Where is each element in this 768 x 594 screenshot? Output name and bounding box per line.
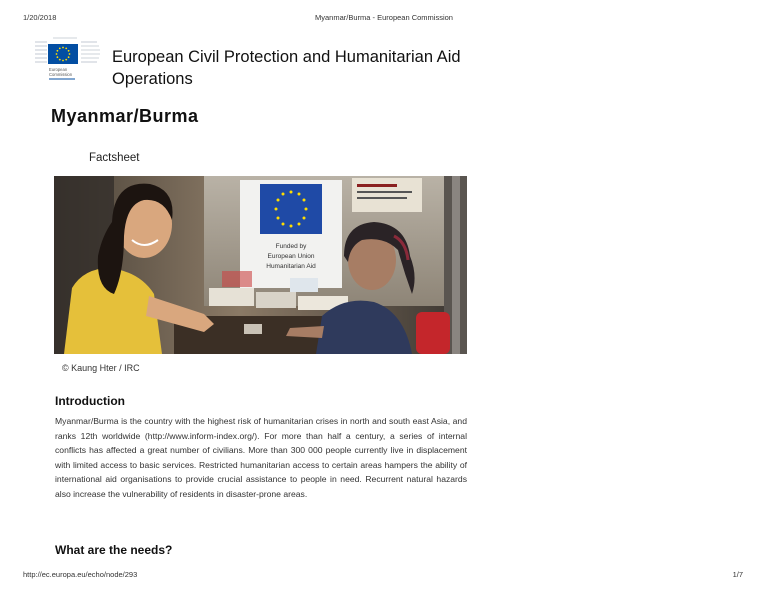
banner-text-line2: European Union <box>267 253 315 260</box>
introduction-heading: Introduction <box>55 394 125 408</box>
needs-heading: What are the needs? <box>55 543 173 557</box>
european-commission-logo[interactable] <box>33 36 103 82</box>
print-date: 1/20/2018 <box>23 13 57 22</box>
banner-text-line1: Funded by <box>275 243 307 250</box>
banner-text-line3: Humanitarian Aid <box>266 263 316 270</box>
print-url: http://ec.europa.eu/echo/node/293 <box>23 570 138 579</box>
print-page-title: Myanmar/Burma - European Commission <box>315 13 453 22</box>
photo-credit: © Kaung Hter / IRC <box>62 363 140 373</box>
site-title[interactable]: European Civil Protection and Humanitarian Aid Operations <box>112 48 461 88</box>
hero-photo <box>54 176 467 354</box>
logo-text-line2: Commission <box>49 72 73 77</box>
print-page-number: 1/7 <box>732 570 743 579</box>
page-title: Myanmar/Burma <box>51 106 199 126</box>
page-subtitle: Factsheet <box>89 152 140 164</box>
logo-text-line1: European <box>49 67 68 72</box>
introduction-text: Myanmar/Burma is the country with the highest risk of humanitarian crises in north and south east Asia, and ranks 12th worldwide (http://www.inform-index.org/). For more than half a century, a series of internal conflicts has affected a great number of civilians. More than 300 000 people currently live in displacement with limited access to basic services. Restricted humanitarian access to certain areas hampers the ability of international aid organisations to provide crucial assistance to people in need. Recurrent natural hazards also increase the vulnerability of residents in disaster-prone areas. <box>55 416 467 499</box>
